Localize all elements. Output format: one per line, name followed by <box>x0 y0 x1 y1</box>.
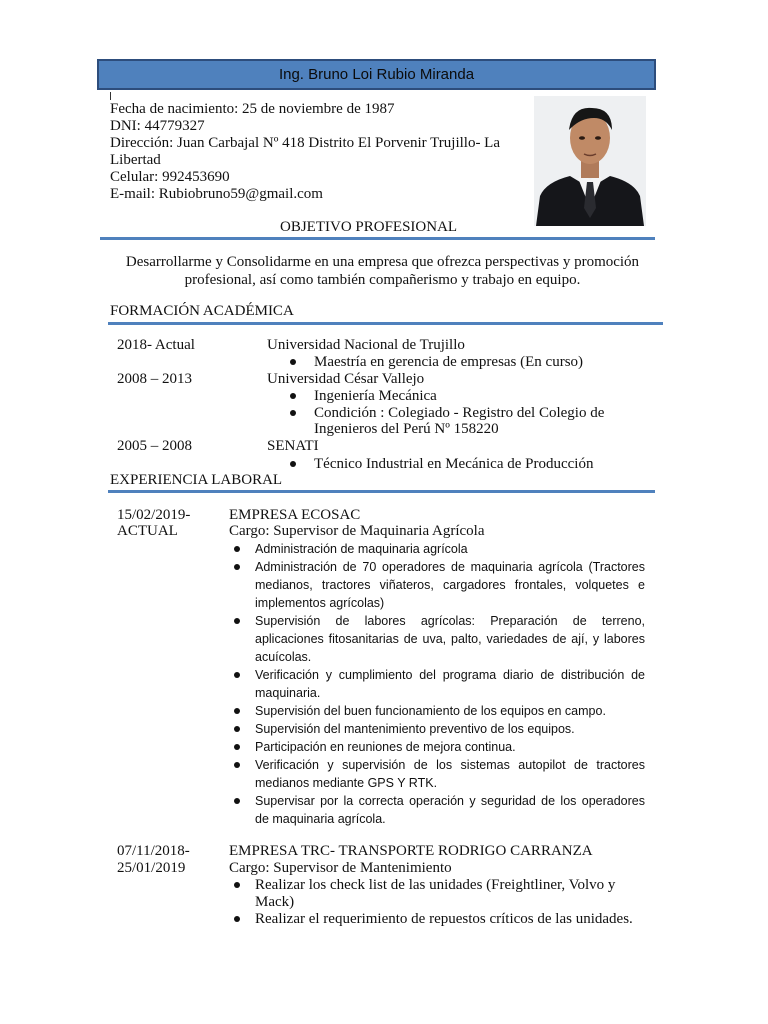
education-item: Ingeniería Mecánica <box>314 388 437 404</box>
dni: DNI: 44779327 <box>110 118 205 134</box>
education-period: 2008 – 2013 <box>117 371 192 387</box>
job-role: Cargo: Supervisor de Mantenimiento <box>229 860 452 876</box>
bullet-icon <box>290 359 296 365</box>
list-item: Administración de maquinaria agrícola <box>231 540 645 558</box>
objective-line-1: Desarrollarme y Consolidarme en una empresa que ofrezca perspectivas y promoción <box>125 254 640 270</box>
list-item: Realizar los check list de las unidades (Freightliner, Volvo y Mack) <box>231 877 645 911</box>
objective-rule <box>100 237 655 240</box>
job-date-start: 15/02/2019- <box>117 507 191 523</box>
education-institution: Universidad Nacional de Trujillo <box>267 337 465 353</box>
education-item: Técnico Industrial en Mecánica de Producción <box>314 456 594 472</box>
bullet-icon <box>290 461 296 467</box>
education-title: FORMACIÓN ACADÉMICA <box>110 303 294 319</box>
phone: Celular: 992453690 <box>110 169 230 185</box>
education-item: Maestría en gerencia de empresas (En curso) <box>314 354 584 370</box>
education-period: 2018- Actual <box>117 337 195 353</box>
list-item: Participación en reuniones de mejora continua. <box>231 738 645 756</box>
divider <box>110 92 111 100</box>
list-item: Verificación y supervisión de los sistemas autopilot de tractores medianos mediante GPS Y RTK. <box>231 756 645 792</box>
education-period: 2005 – 2008 <box>117 438 192 454</box>
list-item: Supervisión del mantenimiento preventivo de los equipos. <box>231 720 645 738</box>
education-item-continued: Ingenieros del Perú Nº 158220 <box>314 421 499 437</box>
job-date-start: 07/11/2018- <box>117 843 190 859</box>
address-line-1: Dirección: Juan Carbajal Nº 418 Distrito El Porvenir Trujillo- La <box>110 135 501 151</box>
address-line-2: Libertad <box>110 152 161 168</box>
education-institution: Universidad César Vallejo <box>267 371 425 387</box>
bullet-icon <box>290 393 296 399</box>
objective-text <box>110 253 655 289</box>
profile-photo <box>534 96 646 226</box>
list-item: Realizar el requerimiento de repuestos críticos de las unidades. <box>231 911 645 928</box>
education-item: Condición : Colegiado - Registro del Colegio de <box>314 405 605 421</box>
objective-line-2: profesional, así como también compañerismo y trabajo en equipo. <box>184 272 581 288</box>
job-date-end: ACTUAL <box>117 523 178 539</box>
experience-rule <box>108 490 655 493</box>
job-role: Cargo: Supervisor de Maquinaria Agrícola <box>229 523 485 539</box>
job-date-end: 25/01/2019 <box>117 860 186 876</box>
name-banner <box>97 59 656 90</box>
job-company: EMPRESA TRC- TRANSPORTE RODRIGO CARRANZA <box>229 843 593 859</box>
personal-info <box>110 101 530 203</box>
list-item: Supervisión de labores agrícolas: Preparación de terreno, aplicaciones fitosanitarias de uva, palto, variedades de ají, y labores acuícolas. <box>231 612 645 666</box>
experience-title: EXPERIENCIA LABORAL <box>110 472 283 488</box>
job-duties <box>231 877 645 928</box>
education-rule <box>108 322 663 325</box>
job-duties <box>231 540 645 828</box>
list-item: Administración de 70 operadores de maquinaria agrícola (Tractores medianos, tractores viñateros, cargadores frontales, volquetes e implementos agrícolas) <box>231 558 645 612</box>
full-name: Ing. Bruno Loi Rubio Miranda <box>278 66 475 83</box>
list-item: Supervisión del buen funcionamiento de los equipos en campo. <box>231 702 645 720</box>
list-item: Verificación y cumplimiento del programa diario de distribución de maquinaria. <box>231 666 645 702</box>
education-institution: SENATI <box>267 438 319 454</box>
job-company: EMPRESA ECOSAC <box>229 507 361 523</box>
email: E-mail: Rubiobruno59@gmail.com <box>110 186 323 202</box>
list-item: Supervisar por la correcta operación y seguridad de los operadores de maquinaria agrícola. <box>231 792 645 828</box>
bullet-icon <box>290 410 296 416</box>
birth-date: Fecha de nacimiento: 25 de noviembre de 1987 <box>110 101 395 117</box>
objective-title: OBJETIVO PROFESIONAL <box>280 219 458 235</box>
